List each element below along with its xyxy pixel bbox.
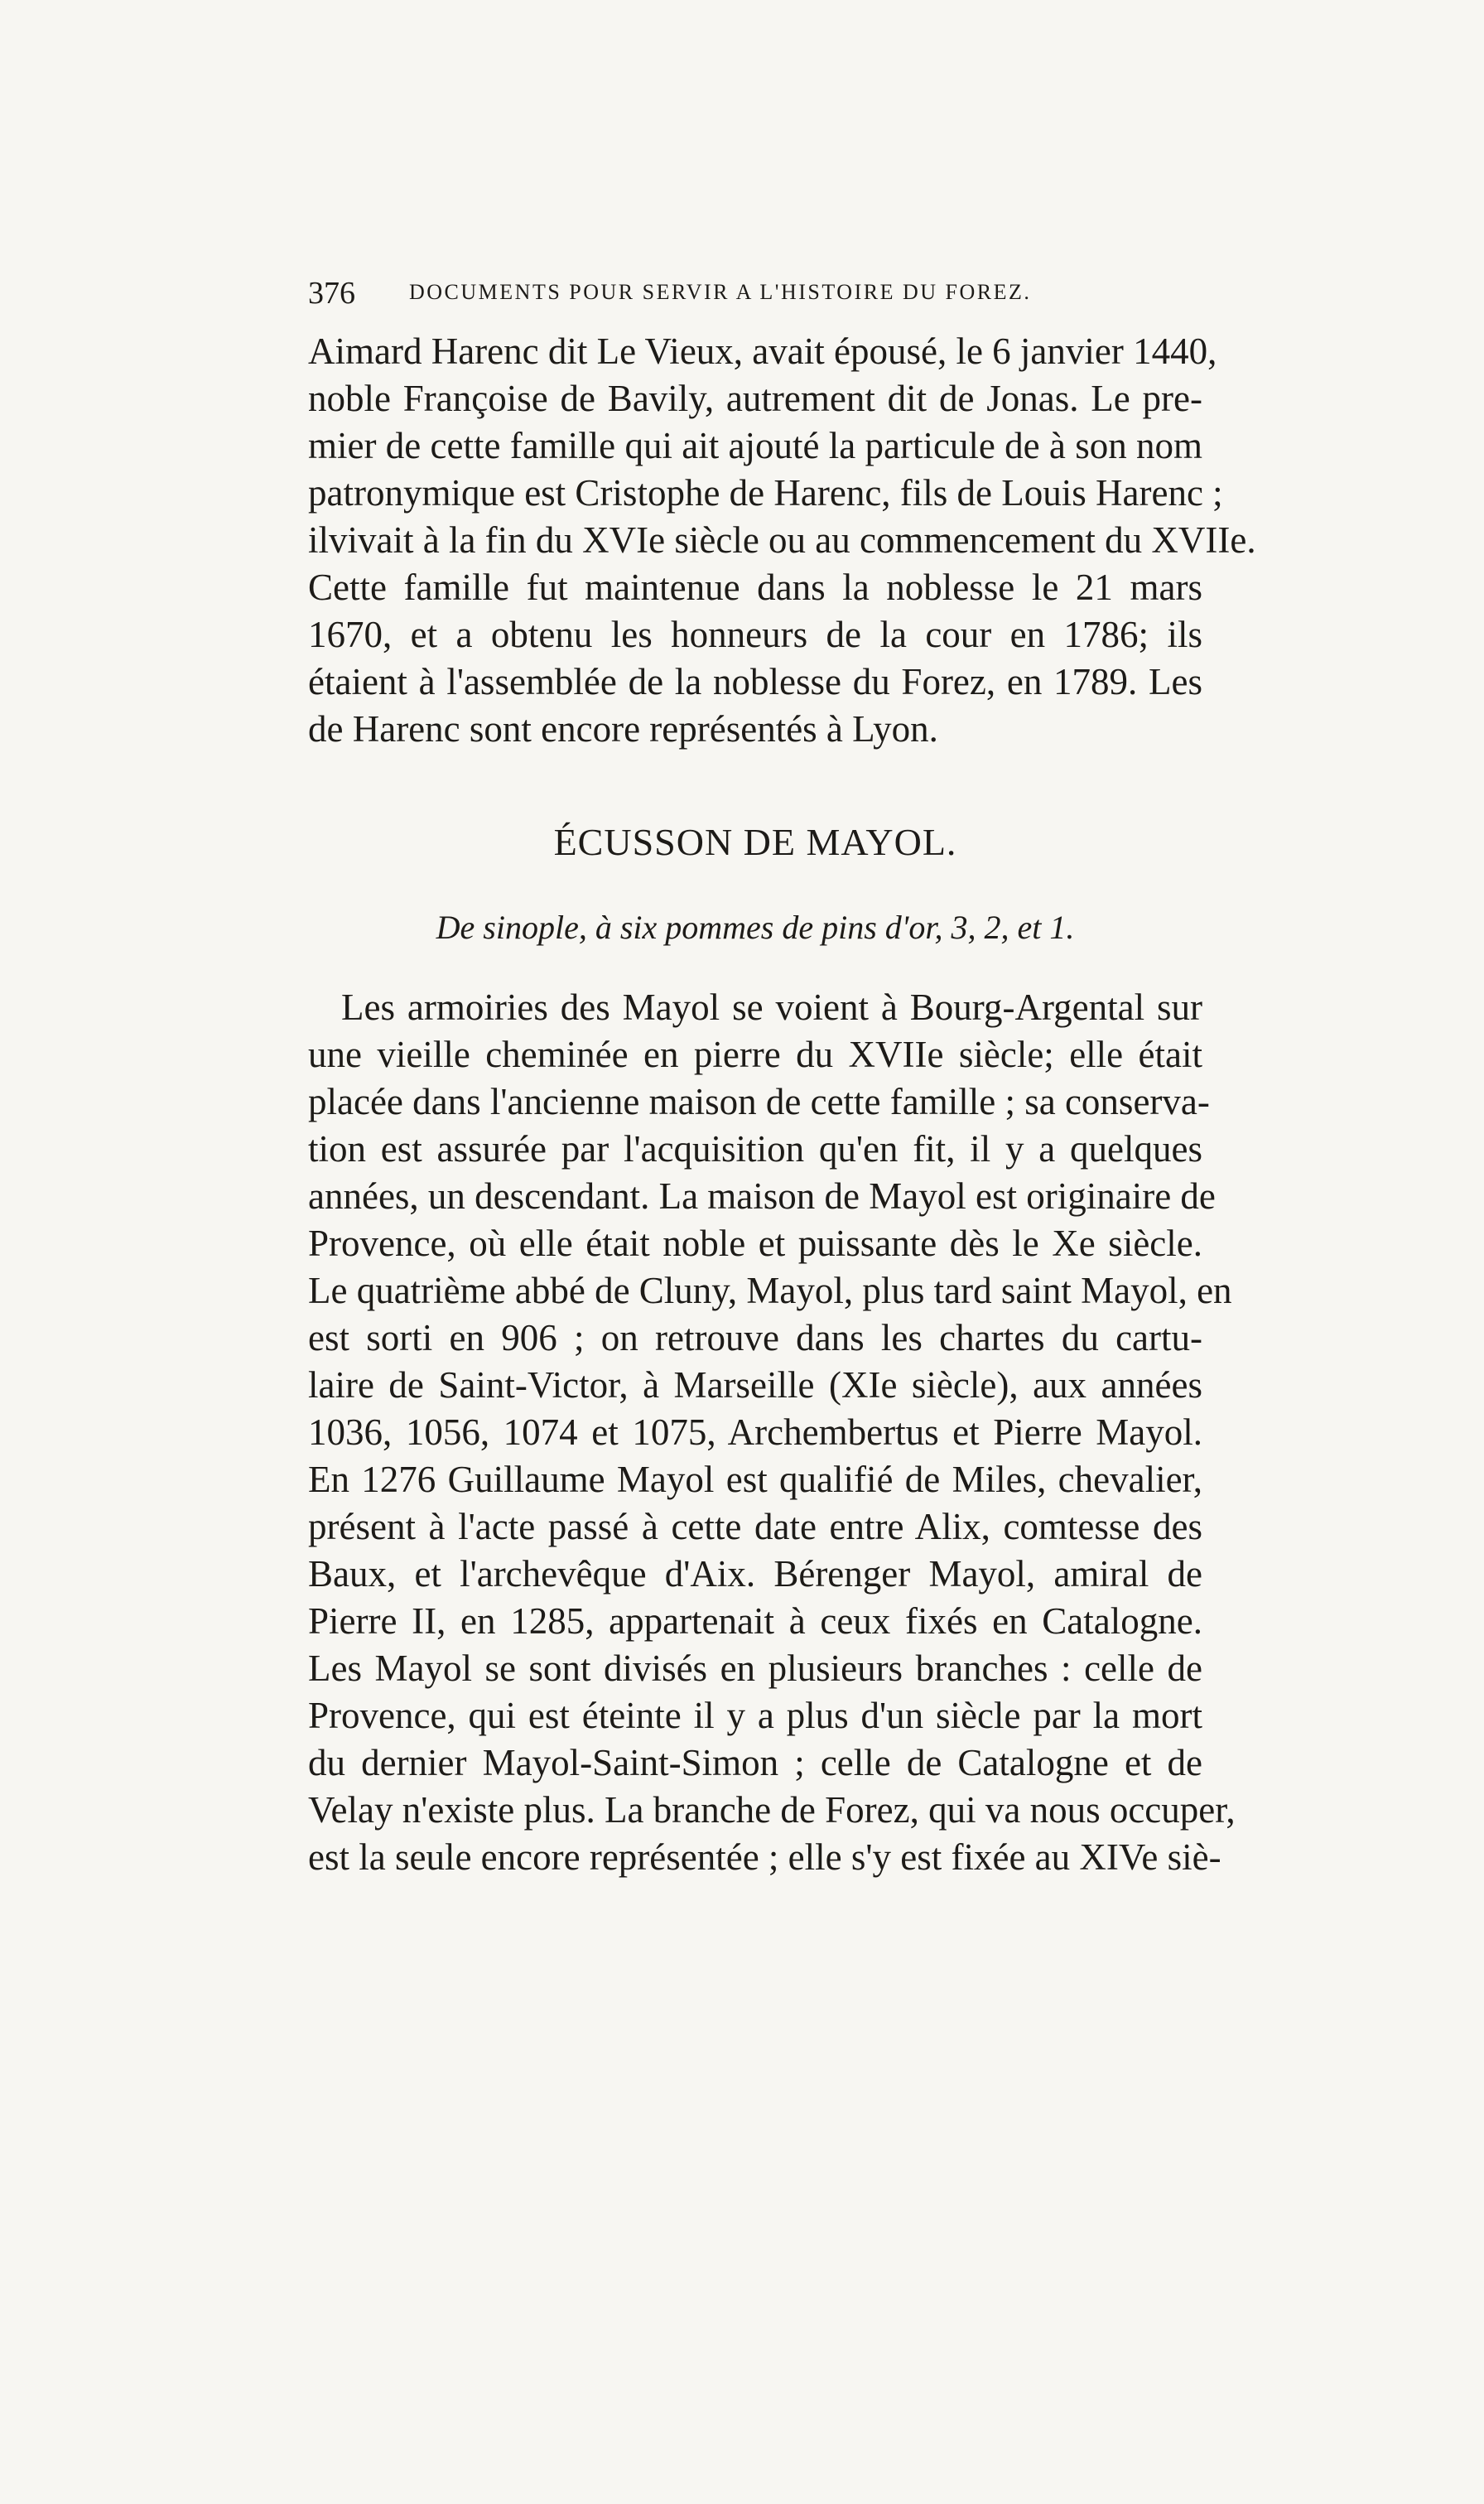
paragraph-harenc xyxy=(308,328,1256,753)
text-line: Provence, où elle était noble et puissante dès le Xe siècle. xyxy=(308,1223,1202,1264)
text-line: 1036, 1056, 1074 et 1075, Archembertus et Pierre Mayol. xyxy=(308,1411,1202,1453)
text-line: noble Françoise de Bavily, autrement dit de Jonas. Le pre- xyxy=(308,378,1202,419)
text-line: Pierre II, en 1285, appartenait à ceux fixés en Catalogne. xyxy=(308,1600,1202,1642)
text-line: Cette famille fut maintenue dans la noblesse le 21 mars xyxy=(308,567,1202,608)
text-line: ilvivait à la fin du XVIe siècle ou au commencement du XVIIe. xyxy=(308,519,1256,561)
text-line: présent à l'acte passé à cette date entre Alix, comtesse des xyxy=(308,1506,1202,1547)
text-line: du dernier Mayol-Saint-Simon ; celle de Catalogne et de xyxy=(308,1742,1202,1783)
text-line: années, un descendant. La maison de Mayol est originaire de xyxy=(308,1175,1216,1217)
text-line: Aimard Harenc dit Le Vieux, avait épousé, le 6 janvier 1440, xyxy=(308,330,1217,372)
text-line: une vieille cheminée en pierre du XVIIe siècle; elle était xyxy=(308,1034,1202,1075)
text-line: Les armoiries des Mayol se voient à Bourg-Argental sur xyxy=(341,987,1202,1028)
text-line: de Harenc sont encore représentés à Lyon. xyxy=(308,708,938,750)
paragraph-mayol xyxy=(308,984,1236,1881)
running-title: DOCUMENTS POUR SERVIR A L'HISTOIRE DU FOREZ. xyxy=(409,280,1032,304)
text-line: est la seule encore représentée ; elle s'y est fixée au XIVe siè- xyxy=(308,1836,1221,1878)
blazon xyxy=(308,908,1202,947)
text-line: mier de cette famille qui ait ajouté la particule de à son nom xyxy=(308,425,1202,466)
text-line: laire de Saint-Victor, à Marseille (XIe siècle), aux années xyxy=(308,1364,1202,1406)
text-line: En 1276 Guillaume Mayol est qualifié de Miles, chevalier, xyxy=(308,1459,1202,1500)
text-line: Velay n'existe plus. La branche de Forez, qui va nous occuper, xyxy=(308,1789,1236,1831)
text-line: étaient à l'assemblée de la noblesse du Forez, en 1789. Les xyxy=(308,661,1202,702)
text-line: tion est assurée par l'acquisition qu'en fit, il y a quelques xyxy=(308,1128,1202,1170)
text-line: Baux, et l'archevêque d'Aix. Bérenger Mayol, amiral de xyxy=(308,1553,1202,1595)
section-title: ÉCUSSON DE MAYOL. xyxy=(553,821,957,863)
text-line: est sorti en 906 ; on retrouve dans les chartes du cartu- xyxy=(308,1317,1202,1358)
text-line: Le quatrième abbé de Cluny, Mayol, plus tard saint Mayol, en xyxy=(308,1270,1232,1311)
page-number: 376 xyxy=(308,276,355,311)
text-line: Provence, qui est éteinte il y a plus d'un siècle par la mort xyxy=(308,1695,1202,1736)
text-line: placée dans l'ancienne maison de cette famille ; sa conserva- xyxy=(308,1081,1210,1122)
text-line: Les Mayol se sont divisés en plusieurs branches : celle de xyxy=(308,1648,1202,1689)
blazon-text: De sinople, à six pommes de pins d'or, 3, 2, et 1. xyxy=(436,909,1075,946)
text-line: patronymique est Cristophe de Harenc, fils de Louis Harenc ; xyxy=(308,472,1223,514)
text-line: 1670, et a obtenu les honneurs de la cour en 1786; ils xyxy=(308,614,1202,655)
running-head xyxy=(308,275,1202,311)
